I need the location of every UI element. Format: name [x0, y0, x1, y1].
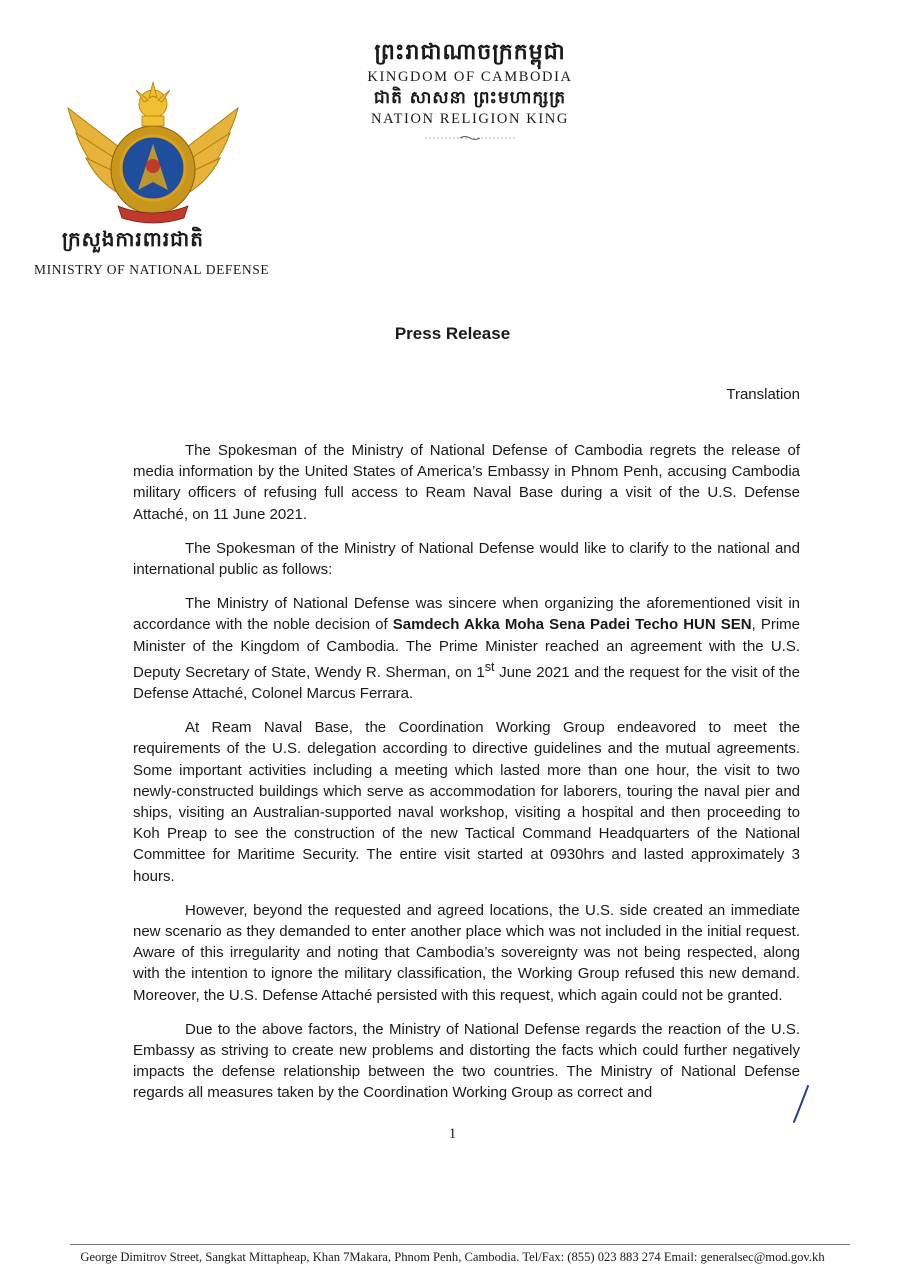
pen-stroke-icon	[788, 1084, 812, 1124]
paragraph-text: , Prime Minister of the Kingdom of Cambodia. The Prime Minister reached an agreement with the U.S. Deputy Secretary of State, Wendy R. Sherman, on 1	[133, 616, 801, 681]
motto-khmer: ជាតិ សាសនា ព្រះមហាក្សត្រ	[373, 88, 567, 108]
paragraph: At Ream Naval Base, the Coordination Working Group endeavored to meet the requirements of the U.S. delegation according to directive guidelines and the mutual agreements. Some important activities including a meeting which lasted more than one hour, the visit to two newly-constructed buildings which serve as accommodation for laborers, touring the naval pier and ships, visiting an Australian-supported naval workshop, visiting a hospital and then proceeding to Koh Preap to see the construction of the new Tactical Command Headquarters of the National Committee for Maritime Security. The entire visit started at 0930hrs and lasted approximately 3 hours.	[133, 719, 800, 885]
paragraph: Due to the above factors, the Ministry of National Defense regards the reaction of the U.S. Embassy as striving to create new problems and distorting the facts which could further negatively impacts the defense relationship between the two countries. The Ministry of National Defense regards all measures taken by the Coordination Working Group as correct and	[133, 1020, 800, 1102]
kingdom-english-title: KINGDOM OF CAMBODIA	[367, 69, 573, 85]
kingdom-khmer-title: ព្រះរាជាណាចក្រកម្ពុជា	[374, 40, 566, 65]
paragraph-text: The Ministry of National Defense was sincere when organizing the aforementioned visit in accordance with the noble decision of	[133, 595, 800, 634]
ministry-emblem-icon	[58, 78, 248, 228]
motto-english: NATION RELIGION KING	[371, 111, 569, 127]
ordinal-suffix: st	[484, 659, 495, 674]
press-release-body	[133, 440, 800, 1117]
paragraph: The Spokesman of the Ministry of National Defense would like to clarify to the national and international public as follows:	[133, 539, 800, 579]
prime-minister-name: Samdech Akka Moha Sena Padei Techo HUN SEN	[392, 616, 752, 634]
footer-divider	[70, 1244, 850, 1245]
page-title: Press Release	[394, 324, 511, 343]
paragraph	[133, 593, 800, 704]
paragraph: However, beyond the requested and agreed locations, the U.S. side created an immediate new scenario as they demanded to enter another place which was not included in the initial request. Aware of this irregularity and noting that Cambodia’s sovereignty was not being respected, along with the intention to ignore the military classification, the Working Group refused this new demand. Moreover, the U.S. Defense Attaché persisted with this request, which again could not be granted.	[133, 901, 800, 1004]
ornament-divider-icon	[425, 135, 515, 141]
ministry-name-khmer: ក្រសួងការពារជាតិ	[62, 227, 204, 251]
translation-note: Translation	[726, 386, 800, 403]
page-number: 1	[448, 1126, 457, 1142]
ministry-name-english: MINISTRY OF NATIONAL DEFENSE	[34, 262, 270, 277]
paragraph-text: June 2021 and the request for the visit of the Defense Attaché, Colonel Marcus Ferrara.	[133, 663, 800, 703]
kingdom-header	[300, 38, 640, 146]
paragraph: The Spokesman of the Ministry of National Defense of Cambodia regrets the release of media information by the United States of America’s Embassy in Phnom Penh, accusing Cambodia military officers of refusing full access to Ream Naval Base during a visit of the U.S. Defense Attaché, on 11 June 2021.	[133, 442, 800, 523]
footer-address: George Dimitrov Street, Sangkat Mittapheap, Khan 7Makara, Phnom Penh, Cambodia. Tel/Fax: (855) 023 883 274 Email: generalsec@mod.gov.kh	[80, 1250, 825, 1264]
